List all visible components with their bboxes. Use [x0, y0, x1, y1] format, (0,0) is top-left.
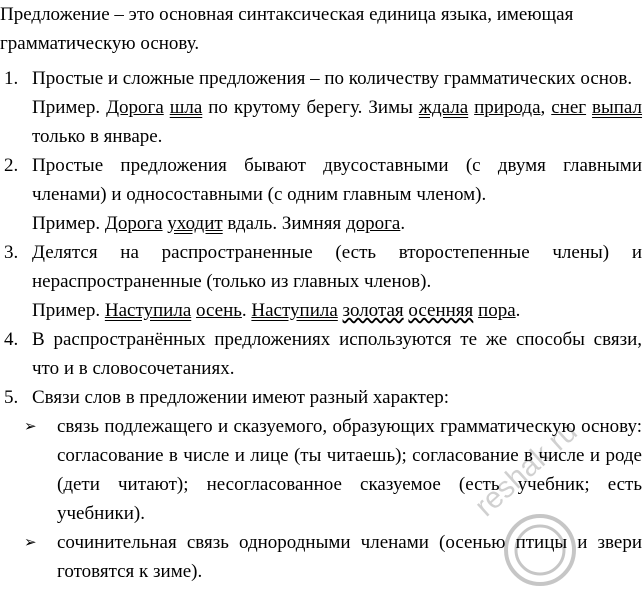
marked-word: Наступила: [104, 300, 192, 321]
rule-example: [32, 93, 642, 151]
marked-word: природа: [474, 97, 541, 118]
rules-list: [0, 64, 642, 586]
marked-word: золотая: [342, 300, 404, 321]
sub-item-text: связь подлежащего и сказуемого, образующих грамматическую основу: согласование в числе и лице (ты читаешь); согласование в числе и роде (дети читают); несогласованное сказуемое (есть учебник; есть учебники).: [57, 416, 642, 524]
example-label: Пример.: [32, 97, 107, 118]
example-text: .: [515, 300, 521, 321]
sub-item: [0, 528, 642, 586]
rule-item: [0, 64, 642, 151]
example-text: .: [241, 300, 252, 321]
rule-number: 2.: [4, 155, 19, 176]
marked-word: дорога: [345, 213, 401, 234]
example-text: по крутому берегу. Зимы: [202, 97, 419, 118]
example-text: .: [400, 213, 406, 234]
arrow-bullet-icon: ➢: [24, 533, 37, 551]
rule-text: Простые предложения бывают двусоставными (с двумя главными членами) и односоставными (с одним главным членом).: [32, 155, 642, 205]
arrow-bullet-icon: ➢: [24, 417, 37, 435]
marked-word: осенняя: [408, 300, 474, 321]
marked-word: шла: [169, 97, 203, 118]
sub-item-text: сочинительная связь однородными членами (осенью птицы и звери готовятся к зиме).: [57, 532, 642, 582]
example-text: только в январе.: [32, 126, 163, 147]
rule-example: [32, 209, 642, 238]
rule-number: 4.: [4, 329, 19, 350]
rule-number: 5.: [4, 387, 19, 408]
marked-word: осень: [196, 300, 242, 321]
rule-example: [32, 296, 642, 325]
rule-item: [0, 238, 642, 325]
rule-item: [0, 325, 642, 383]
marked-word: ждала: [418, 97, 469, 118]
watermark-text: reshak.ru: [468, 414, 584, 524]
marked-word: пора: [478, 300, 516, 321]
marked-word: уходит: [167, 213, 223, 234]
marked-word: снег: [551, 97, 587, 118]
marked-word: выпал: [592, 97, 643, 118]
marked-word: Наступила: [251, 300, 338, 321]
rule-text: Связи слов в предложении имеют разный характер:: [32, 387, 450, 408]
example-text: ,: [540, 97, 552, 118]
rule-item: [0, 151, 642, 238]
rule-number: 3.: [4, 242, 19, 263]
example-text: вдаль. Зимняя: [222, 213, 346, 234]
example-label: Пример.: [32, 213, 105, 234]
rule-number: 1.: [4, 68, 19, 89]
rule-text: В распространённых предложениях используются те же способы связи, что и в словосочетаниях.: [32, 329, 642, 379]
example-label: Пример.: [32, 300, 105, 321]
rule-text: Делятся на распространенные (есть второстепенные члены) и нераспространенные (только из главных членов).: [32, 242, 642, 292]
intro-paragraph: Предложение – это основная синтаксическая единица языка, имеющая грамматическую основу.: [0, 4, 574, 54]
marked-word: Дорога: [104, 213, 163, 234]
rule-text: Простые и сложные предложения – по количеству грамматических основ.: [32, 68, 633, 89]
rule-item: [0, 383, 642, 586]
marked-word: Дорога: [106, 97, 164, 118]
